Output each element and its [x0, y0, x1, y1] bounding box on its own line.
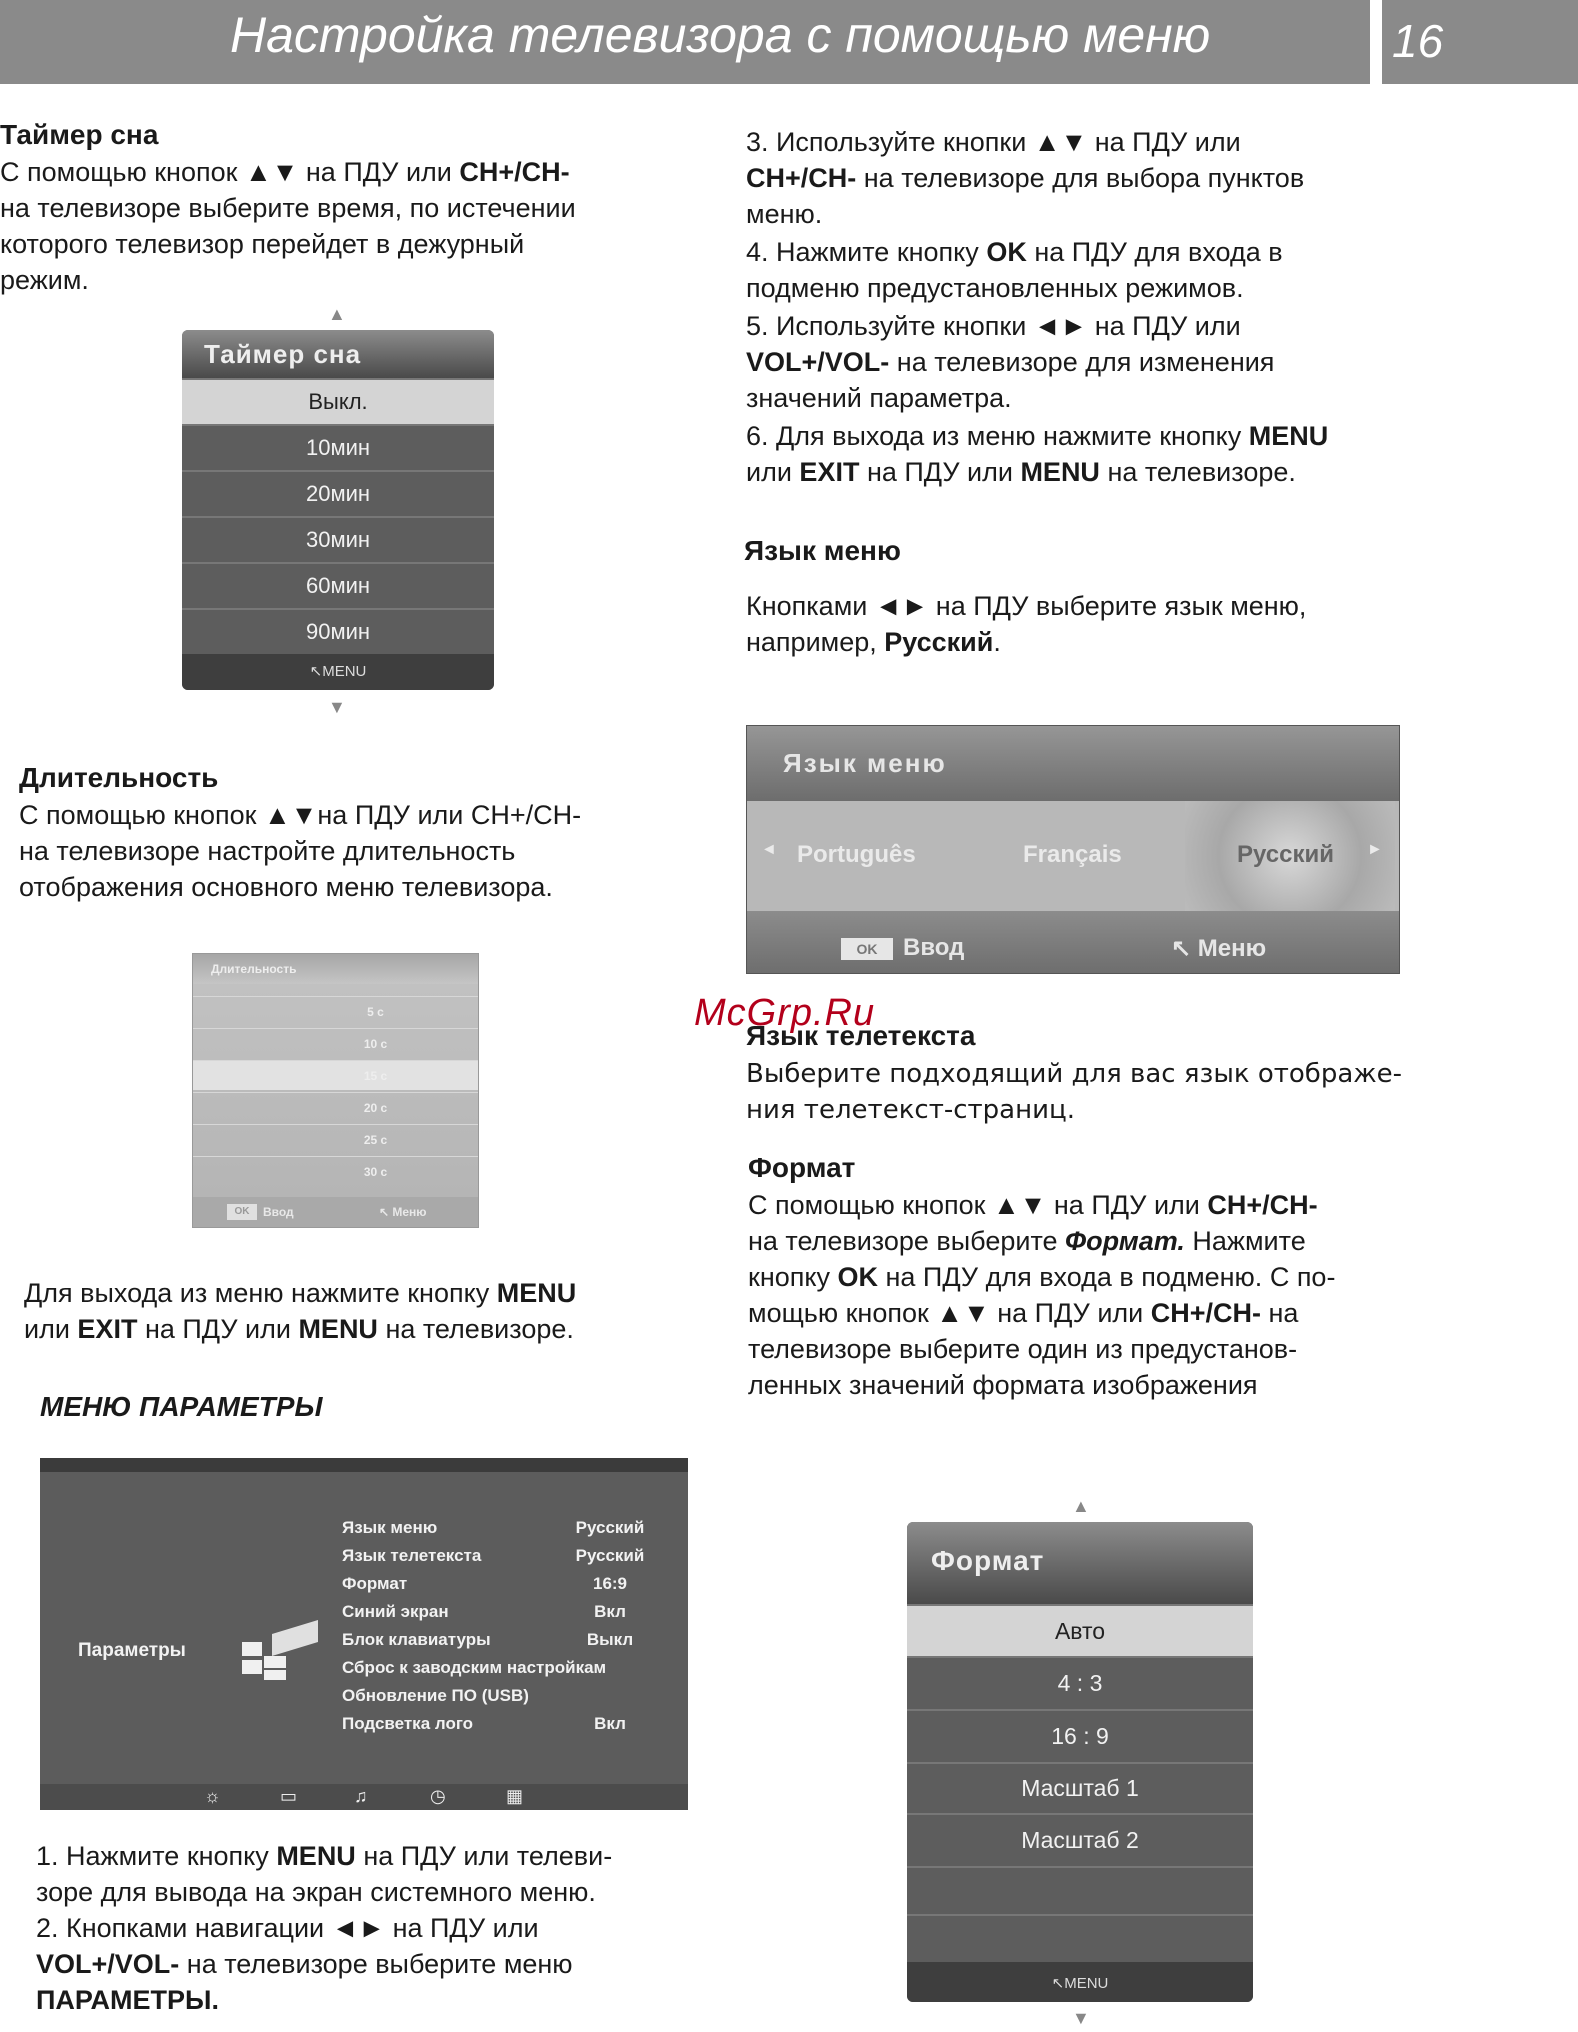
menu-lang-heading: Язык меню	[744, 535, 901, 566]
sleep-menu-footer[interactable]: ↖MENU	[182, 654, 494, 690]
params-menu-screenshot	[40, 1458, 688, 1810]
duration-option: 20 с	[193, 1092, 478, 1122]
steps-right: 3. Используйте кнопки ▲▼ на ПДУ или CH+/CH- на телевизоре для выбора пунктов меню. 4. Нажмите кнопку OK на ПДУ для входа в подменю предустановленных режимов. 5. Используйте кнопки ◄► на ПДУ или VOL+/VOL- на телевизоре для изменения значений параметра. 6. Для выхода из меню нажмите кнопку MENU или EXIT на ПДУ или MENU на телевизоре.	[746, 127, 1329, 487]
back-icon: ↖	[379, 1205, 393, 1219]
format-option[interactable]: Авто	[907, 1604, 1253, 1656]
duration-option: 25 с	[193, 1124, 478, 1154]
format-text: С помощью кнопок ▲▼ на ПДУ или CH+/CH- на телевизоре выберите Формат. Нажмите кнопку OK на ПДУ для входа в подменю. С по- мощью кнопок ▲▼ на ПДУ или CH+/CH- на телевизоре выберите один из предустанов- ленных значений формата изображения	[748, 1190, 1336, 1400]
arrow-down-icon: ▼	[1072, 2008, 1090, 2028]
param-value: Выкл	[586, 1630, 634, 1649]
duration-option: 5 с	[193, 996, 478, 1026]
format-option[interactable]: Масштаб 1	[907, 1762, 1253, 1813]
steps-left: 1. Нажмите кнопку MENU на ПДУ или телеви- зоре для вывода на экран системного меню. 2. Кнопками навигации ◄► на ПДУ или VOL+/VOL- на телевизоре выберите меню ПАРАМЕТРЫ.	[36, 1841, 613, 2015]
lang-option: Português	[797, 841, 916, 868]
exit-note: Для выхода из меню нажмите кнопку MENU или EXIT на ПДУ или MENU на телевизоре.	[24, 1278, 577, 1344]
format-heading: Формат	[748, 1152, 856, 1183]
params-heading: МЕНЮ ПАРАМЕТРЫ	[40, 1391, 323, 1422]
param-key[interactable]: Синий экран	[342, 1602, 449, 1621]
lang-shot-enter: Ввод	[903, 934, 965, 961]
settings-tab-icon[interactable]: ☼	[204, 1786, 221, 1806]
lang-option: Français	[1023, 841, 1122, 868]
params-tab-icon[interactable]: ▦	[506, 1786, 524, 1806]
sleep-option[interactable]: Выкл.	[182, 378, 494, 424]
sleep-option[interactable]: 90мин	[182, 608, 494, 654]
duration-option: 30 с	[193, 1156, 478, 1186]
sleep-heading: Таймер сна	[0, 119, 159, 150]
duration-shot-title: Длительность	[193, 954, 478, 984]
back-icon: ↖	[1171, 935, 1198, 962]
sleep-option[interactable]: 10мин	[182, 424, 494, 470]
page-title: Настройка телевизора с помощью меню	[230, 7, 1211, 63]
format-menu	[907, 1522, 1253, 2002]
param-key[interactable]: Язык меню	[342, 1518, 438, 1537]
format-option[interactable]: Масштаб 2	[907, 1813, 1253, 1866]
sleep-option[interactable]: 20мин	[182, 470, 494, 516]
picture-tab-icon[interactable]: ▭	[280, 1786, 298, 1806]
sound-tab-icon[interactable]: ♫	[354, 1786, 368, 1806]
format-menu-title: Формат	[907, 1522, 1253, 1604]
chevron-left-icon: ◄	[761, 841, 777, 858]
param-value: Вкл	[594, 1714, 626, 1733]
params-icon	[240, 1616, 320, 1686]
lang-shot-menu: ↖ Меню	[1171, 935, 1267, 962]
sleep-menu-title: Таймер сна	[182, 330, 494, 378]
format-menu-footer[interactable]: ↖MENU	[907, 1962, 1253, 2002]
param-key[interactable]: Формат	[342, 1574, 408, 1593]
duration-option: 15 с	[193, 1060, 478, 1090]
back-icon: ↖	[309, 663, 323, 680]
format-option[interactable]: 4 : 3	[907, 1656, 1253, 1709]
format-option[interactable]: 16 : 9	[907, 1709, 1253, 1762]
watermark: McGrp.Ru	[694, 992, 876, 1034]
param-key[interactable]: Сброс к заводским настройкам	[342, 1658, 607, 1677]
menu-lang-text: Кнопками ◄► на ПДУ выберите язык меню, например, Русский.	[746, 591, 1307, 657]
teletext-heading: Язык телетекста	[746, 1020, 976, 1051]
teletext-text: Выберите подходящий для вас язык отображе- ния телетекст-страниц.	[746, 1059, 1403, 1125]
duration-text: С помощью кнопок ▲▼на ПДУ или СН+/СН- на телевизоре настройте длительность отображения основного меню телевизора.	[19, 800, 582, 902]
duration-shot-footer: OK Ввод ↖ Меню	[193, 1197, 478, 1227]
arrow-up-icon: ▲	[1072, 1496, 1090, 1516]
sleep-timer-menu	[182, 330, 494, 690]
param-value: 16:9	[592, 1574, 628, 1593]
param-key[interactable]: Подсветка лого	[342, 1714, 474, 1733]
arrow-down-icon: ▼	[328, 697, 346, 717]
sleep-text: С помощью кнопок ▲▼ на ПДУ или CH+/CH- на телевизоре выберите время, по истечении которого телевизор перейдет в дежурный режим.	[0, 157, 576, 295]
duration-option: 10 с	[193, 1028, 478, 1058]
duration-heading: Длительность	[19, 762, 219, 793]
sleep-option[interactable]: 30мин	[182, 516, 494, 562]
sleep-option[interactable]: 60мин	[182, 562, 494, 608]
page-number: 16	[1392, 15, 1444, 67]
param-value: Вкл	[594, 1602, 626, 1621]
params-label: Параметры	[78, 1640, 186, 1661]
chevron-right-icon: ►	[1367, 841, 1383, 858]
arrow-up-icon: ▲	[328, 304, 346, 324]
duration-screenshot	[192, 953, 479, 1228]
param-value: Русский	[575, 1546, 645, 1565]
param-key[interactable]: Язык телетекста	[342, 1546, 482, 1565]
param-value: Русский	[575, 1518, 645, 1537]
menu-lang-screenshot	[746, 725, 1400, 974]
lang-option-selected: Русский	[1237, 841, 1334, 868]
lang-shot-title: Язык меню	[783, 748, 947, 778]
format-option-empty	[907, 1866, 1253, 1914]
ok-key: OK	[841, 938, 893, 960]
param-key[interactable]: Блок клавиатуры	[342, 1630, 491, 1649]
format-option-empty	[907, 1914, 1253, 1962]
back-icon: ↖	[1051, 1975, 1065, 1992]
time-tab-icon[interactable]: ◷	[430, 1786, 446, 1806]
param-key[interactable]: Обновление ПО (USB)	[342, 1686, 529, 1705]
